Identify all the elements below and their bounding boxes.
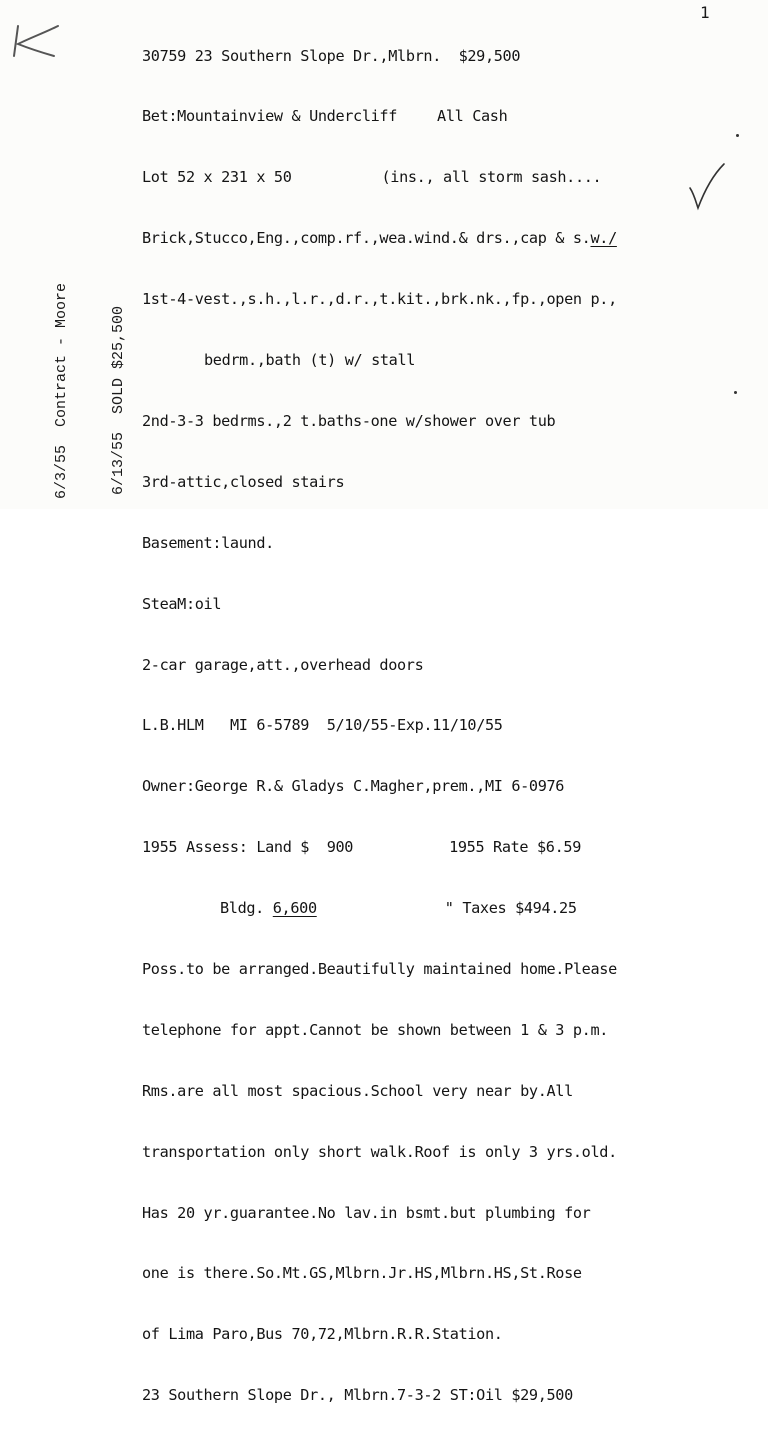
- broker-phone: MI 6-5789: [229, 716, 310, 735]
- footer-line: 23 Southern Slope Dr., Mlbrn.7-3-2 ST:Oil $29,500: [142, 1386, 573, 1405]
- between-line: [142, 106, 758, 126]
- header-line: [142, 46, 758, 66]
- listing-address: 23 Southern Slope Dr.,Mlbrn.: [194, 46, 441, 65]
- building-label: Bldg.: [220, 899, 264, 918]
- first-floor-line: 1st-4-vest.,s.h.,l.r.,d.r.,t.kit.,brk.nk.,fp.,open p.,: [142, 290, 617, 309]
- building-line: [142, 898, 758, 918]
- remark-line: one is there.So.Mt.GS,Mlbrn.Jr.HS,Mlbrn.HS,St.Rose: [142, 1264, 582, 1283]
- land-value: 900: [326, 838, 354, 857]
- garage-line: 2-car garage,att.,overhead doors: [142, 655, 424, 674]
- remark-line: transportation only short walk.Roof is only 3 yrs.old.: [142, 1142, 617, 1161]
- owner-line: Owner:George R.& Gladys C.Magher,prem.,MI 6-0976: [142, 777, 565, 796]
- lot-size: Lot 52 x 231 x 50: [142, 168, 292, 187]
- remark-line: Rms.are all most spacious.School very near by.All: [142, 1081, 573, 1100]
- taxes-amount: " Taxes $494.25: [444, 899, 577, 918]
- heat-line: SteaM:oil: [142, 594, 222, 613]
- construction-end: w./: [590, 229, 617, 248]
- second-floor-line: 2nd-3-3 bedrms.,2 t.baths-one w/shower over tub: [142, 411, 556, 430]
- tax-rate: 1955 Rate $6.59: [449, 838, 581, 857]
- listing-dates: 5/10/55-Exp.11/10/55: [326, 716, 503, 735]
- third-floor-line: 3rd-attic,closed stairs: [142, 472, 345, 491]
- contract-note: 6/3/55 Contract - Moore: [53, 282, 70, 499]
- assessment-label: 1955 Assess: Land $: [142, 838, 310, 857]
- listing-price: $29,500: [458, 46, 521, 65]
- basement-line: Basement:laund.: [142, 533, 274, 552]
- broker-code: L.B.HLM: [142, 716, 204, 735]
- first-floor-cont-line: bedrm.,bath (t) w/ stall: [204, 351, 416, 370]
- lot-line: [142, 167, 758, 187]
- remark-line: Has 20 yr.guarantee.No lav.in bsmt.but plumbing for: [142, 1203, 591, 1222]
- listing-number: 30759: [142, 46, 186, 65]
- cross-streets: Bet:Mountainview & Undercliff: [142, 107, 398, 126]
- remark-line: Poss.to be arranged.Beautifully maintained home.Please: [142, 959, 617, 978]
- broker-line: [142, 715, 758, 735]
- sold-note: 6/13/55 SOLD $25,500: [110, 305, 127, 495]
- construction-line: [142, 228, 758, 248]
- remark-line: of Lima Paro,Bus 70,72,Mlbrn.R.R.Station.: [142, 1325, 503, 1344]
- construction-details: Brick,Stucco,Eng.,comp.rf.,wea.wind.& drs.,cap & s.: [142, 229, 591, 248]
- building-value: 6,600: [272, 899, 317, 918]
- handwritten-k-mark: [6, 18, 64, 60]
- assessment-line: [142, 837, 758, 857]
- remark-line: telephone for appt.Cannot be shown between 1 & 3 p.m.: [142, 1020, 609, 1039]
- page-number: 1: [700, 3, 710, 22]
- listing-body: [142, 5, 758, 1446]
- payment-terms: All Cash: [437, 107, 508, 126]
- lot-includes: (ins., all storm sash....: [381, 168, 602, 187]
